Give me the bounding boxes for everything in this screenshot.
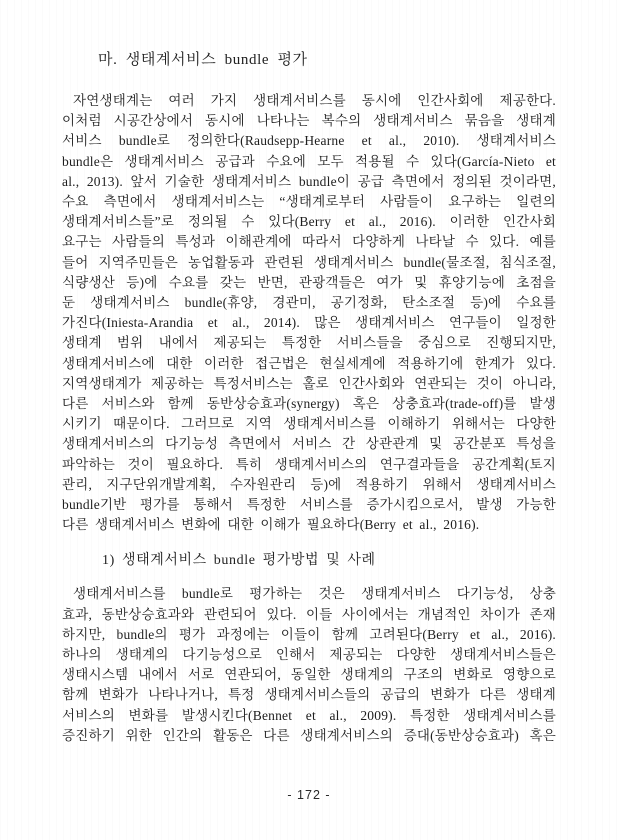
- text-line: 관리, 지구단위개발계획, 수자원관리 등)에 적용하기 위해서 생태계서비스: [62, 476, 556, 492]
- text-line: 서비스 bundle로 정의한다(Raudsepp-Hearne et al., 2010). 생태계서비스: [62, 133, 556, 149]
- text-line: bundle은 생태계서비스 공급과 수요에 모두 적용될 수 있다(García-Nieto et: [62, 153, 556, 169]
- text-line: 들어 지역주민들은 농업활동과 관련된 생태계서비스 bundle(물조절, 침식조절,: [62, 254, 556, 270]
- text-line: 다른 서비스와 함께 동반상승효과(synergy) 혹은 상충효과(trade-off)를 발생: [62, 396, 556, 412]
- paragraph-bundle-evaluation-method: [62, 584, 556, 746]
- text-line: 생태계서비스들”로 정의될 수 있다(Berry et al., 2016). 이러한 인간사회: [62, 214, 556, 230]
- text-line: 생태계서비스에 대한 이러한 접근법은 현실세계에 적용하기에 한계가 있다.: [62, 355, 556, 371]
- paragraph-ecosystem-bundle-intro: [62, 91, 556, 535]
- text-line: 생태계서비스를 bundle로 평가하는 것은 생태계서비스 다기능성, 상충: [73, 586, 556, 602]
- text-line: 식량생산 등)에 수요를 갖는 반면, 관광객들은 여가 및 휴양기능에 초점을: [62, 274, 556, 290]
- text-line: 서비스의 변화를 발생시킨다(Bennet et al., 2009). 특정한 생태계서비스를: [62, 707, 556, 723]
- text-line: 증진하기 위한 인간의 활동은 다른 생태계서비스의 증대(동반상승효과) 혹은: [62, 727, 556, 743]
- text-line: bundle기반 평가를 통해서 특정한 서비스를 증가시킴으로서, 발생 가능한: [62, 497, 556, 513]
- text-line: 지역생태계가 제공하는 특정서비스는 홀로 인간사회와 연관되는 것이 아니라,: [62, 375, 556, 391]
- text-line: 파악하는 것이 필요하다. 특히 생태계서비스의 연구결과들을 공간계획(토지: [62, 456, 556, 472]
- page-footer: [0, 786, 618, 804]
- subsection-heading: 1) 생태계서비스 bundle 평가방법 및 사례: [102, 553, 376, 569]
- text-line: 둔 생태계서비스 bundle(휴양, 경관미, 공기정화, 탄소조절 등)에 수요를: [62, 295, 556, 311]
- text-line: 함께 변화가 나타나거나, 특정 생태계서비스들의 공급의 변화가 다른 생태계: [62, 687, 556, 703]
- page-number: - 172 -: [287, 788, 331, 802]
- page-content: [62, 0, 556, 746]
- text-line: 하지만, bundle의 평가 과정에는 이들이 함께 고려된다(Berry et al., 2016).: [62, 626, 556, 642]
- text-line: 요구는 사람들의 특성과 이해관계에 따라서 다양하게 나타날 수 있다. 예를: [62, 234, 556, 250]
- text-line: 효과, 동반상승효과와 관련되어 있다. 이들 사이에서는 개념적인 차이가 존재: [62, 606, 556, 622]
- text-line: 자연생태계는 여러 가지 생태계서비스를 동시에 인간사회에 제공한다.: [73, 93, 556, 108]
- text-line: 수요 측면에서 생태계서비스는 “생태계로부터 사람들이 요구하는 일련의: [62, 194, 556, 210]
- text-line: 생태계 범위 내에서 제공되는 특정한 서비스들을 중심으로 진행되지만,: [62, 335, 556, 351]
- text-line: 시키기 때문이다. 그러므로 지역 생태계서비스를 이해하기 위해서는 다양한: [62, 416, 556, 432]
- section-heading: 마. 생태계서비스 bundle 평가: [98, 52, 308, 68]
- text-line: al., 2013). 앞서 기술한 생태계서비스 bundle이 공급 측면에서 정의된 것이라면,: [62, 173, 556, 189]
- text-line: 가진다(Iniesta-Arandia et al., 2014). 많은 생태계서비스 연구들이 일정한: [62, 315, 556, 331]
- text-line: 이처럼 시공간상에서 동시에 나타나는 복수의 생태계서비스 묶음을 생태계: [62, 113, 556, 129]
- text-line: 다른 생태계서비스 변화에 대한 이해가 필요하다(Berry et al., 2016).: [62, 517, 480, 533]
- text-line: 생태시스템 내에서 서로 연관되어, 동일한 생태계의 구조의 변화로 영향으로: [62, 667, 556, 683]
- text-line: 하나의 생태계의 다기능성으로 인해서 제공되는 다양한 생태계서비스들은: [62, 647, 556, 663]
- text-line: 생태계서비스의 다기능성 측면에서 서비스 간 상관관계 및 공간분포 특성을: [62, 436, 556, 452]
